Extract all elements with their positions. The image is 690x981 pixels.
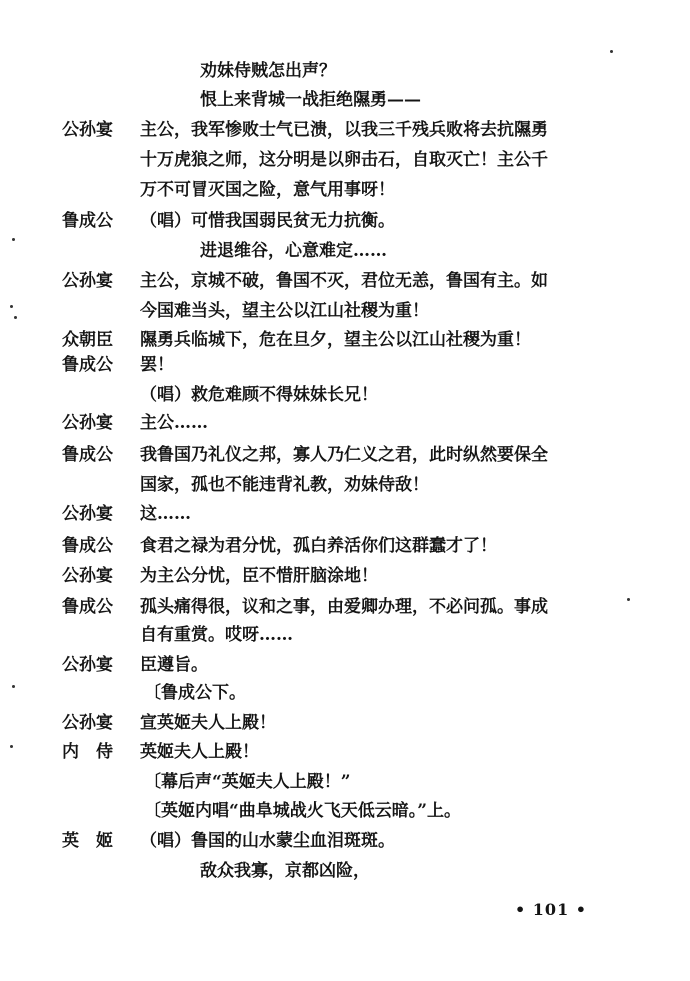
scan-speck — [610, 50, 613, 53]
line-text: 隰勇兵临城下，危在旦夕，望主公以江山社稷为重！ — [140, 330, 531, 350]
line-text: 为主公分忧，臣不惜肝脑涂地！ — [140, 566, 378, 586]
script-line — [0, 145, 690, 175]
line-text: 〔幕后声“英姬夫人上殿！” — [144, 772, 351, 792]
speaker-name: 公孙宴 — [62, 271, 113, 291]
line-text: 主公，我军惨败士气已溃，以我三千残兵败将去抗隰勇 — [140, 120, 548, 140]
scan-speck — [12, 685, 15, 688]
page-number: • 101 • — [515, 900, 587, 919]
speaker-name: 公孙宴 — [62, 713, 113, 733]
speaker-name: 公孙宴 — [62, 413, 113, 433]
line-text: 敌众我寡，京都凶险， — [200, 861, 370, 881]
script-line — [0, 561, 690, 591]
speaker-name: 英 姬 — [62, 831, 113, 851]
line-text: 〔鲁成公下。 — [144, 683, 246, 703]
script-line — [0, 708, 690, 738]
line-text: 食君之禄为君分忧，孤白养活你们这群蠢才了！ — [140, 536, 497, 556]
speaker-name: 公孙宴 — [62, 120, 113, 140]
line-text: 主公…… — [140, 413, 208, 433]
script-line — [0, 380, 690, 410]
script-line — [0, 206, 690, 236]
speaker-name: 鲁成公 — [62, 355, 113, 375]
scan-speck — [12, 238, 15, 241]
line-text: 劝妹侍贼怎出声？ — [200, 61, 336, 81]
script-line — [0, 408, 690, 438]
script-line — [0, 56, 690, 86]
script-line — [0, 620, 690, 650]
speaker-name: 内 侍 — [62, 742, 113, 762]
speaker-name: 公孙宴 — [62, 655, 113, 675]
line-text: 进退维谷，心意难定…… — [200, 241, 387, 261]
speaker-name: 鲁成公 — [62, 445, 113, 465]
line-text: （唱）救危难顾不得妹妹长兄！ — [140, 385, 378, 405]
script-line — [0, 592, 690, 622]
script-line — [0, 737, 690, 767]
script-line — [0, 531, 690, 561]
speaker-name: 鲁成公 — [62, 597, 113, 617]
line-text: 宣英姬夫人上殿！ — [140, 713, 276, 733]
script-line — [0, 266, 690, 296]
line-text: 万不可冒灭国之险，意气用事呀！ — [140, 180, 395, 200]
script-line — [0, 826, 690, 856]
scan-speck — [10, 745, 13, 748]
line-text: 主公，京城不破，鲁国不灭，君位无恙，鲁国有主。如 — [140, 271, 548, 291]
line-text: 〔英姬内唱“曲阜城战火飞天低云暗。”上。 — [144, 801, 462, 821]
line-text: 恨上来背城一战拒绝隰勇—— — [200, 90, 421, 110]
scan-speck — [14, 316, 17, 319]
script-line — [0, 470, 690, 500]
speaker-name: 众朝臣 — [62, 330, 113, 350]
speaker-name: 鲁成公 — [62, 536, 113, 556]
speaker-name: 公孙宴 — [62, 504, 113, 524]
line-text: （唱）鲁国的山水蒙尘血泪斑斑。 — [140, 831, 395, 851]
line-text: 孤头痛得很，议和之事，由爱卿办理，不必问孤。事成 — [140, 597, 548, 617]
script-line — [0, 296, 690, 326]
line-text: 这…… — [140, 504, 191, 524]
scan-speck — [10, 305, 13, 308]
script-line — [0, 499, 690, 529]
script-line — [0, 350, 690, 380]
line-text: 我鲁国乃礼仪之邦，寡人乃仁义之君，此时纵然要保全 — [140, 445, 548, 465]
script-line — [0, 85, 690, 115]
stage-direction — [0, 767, 690, 797]
script-line — [0, 236, 690, 266]
line-text: 今国难当头，望主公以江山社稷为重！ — [140, 301, 429, 321]
script-line — [0, 115, 690, 145]
script-line — [0, 440, 690, 470]
script-line — [0, 650, 690, 680]
line-text: 国家，孤也不能违背礼教，劝妹侍敌！ — [140, 475, 429, 495]
stage-direction — [0, 678, 690, 708]
script-line — [0, 856, 690, 886]
line-text: 自有重赏。哎呀…… — [140, 625, 293, 645]
stage-direction — [0, 796, 690, 826]
line-text: （唱）可惜我国弱民贫无力抗衡。 — [140, 211, 395, 231]
speaker-name: 鲁成公 — [62, 211, 113, 231]
line-text: 十万虎狼之师，这分明是以卵击石，自取灭亡！主公千 — [140, 150, 548, 170]
line-text: 臣遵旨。 — [140, 655, 208, 675]
scan-speck — [627, 598, 630, 601]
line-text: 英姬夫人上殿！ — [140, 742, 259, 762]
line-text: 罢！ — [140, 355, 174, 375]
speaker-name: 公孙宴 — [62, 566, 113, 586]
script-line — [0, 175, 690, 205]
